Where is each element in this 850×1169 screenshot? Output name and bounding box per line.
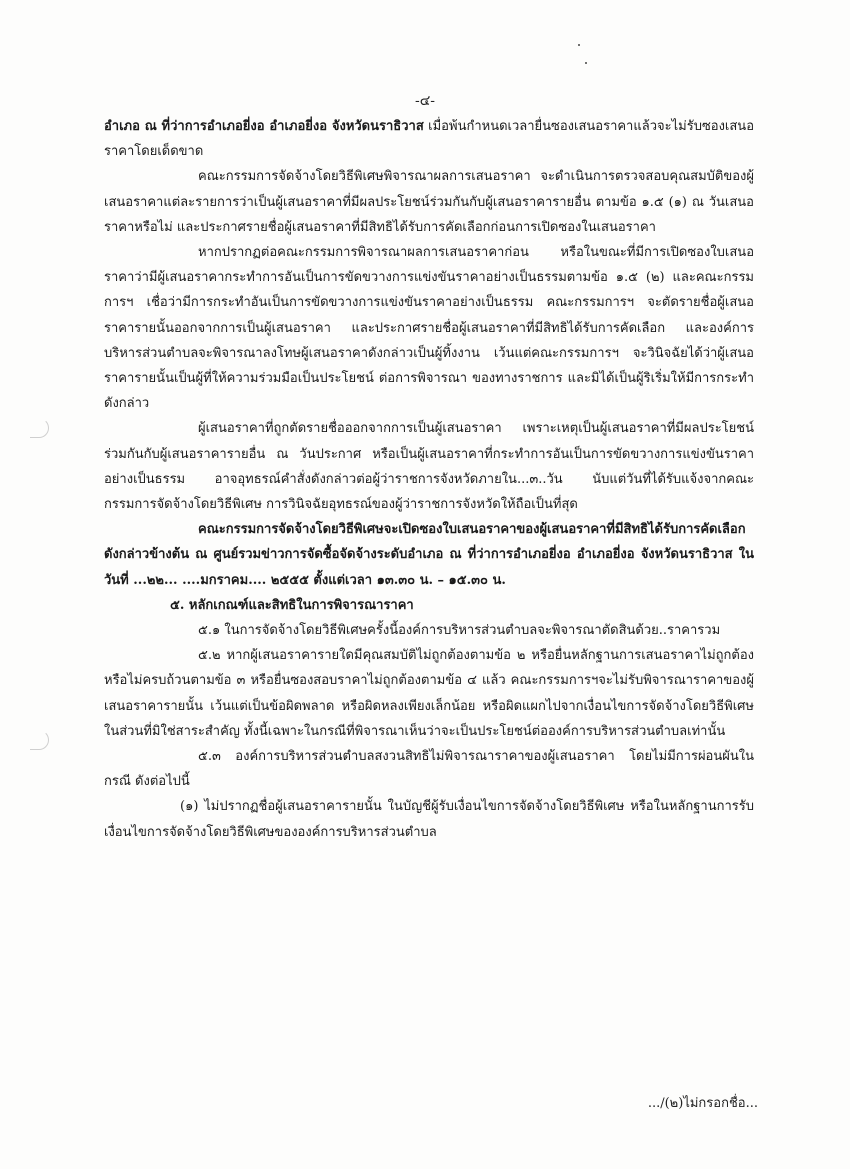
section-5-item-1: ๕.๑ ในการจัดจ้างโดยวิธีพิเศษครั้งนี้องค์การบริหารส่วนตำบลจะพิจารณาตัดสินด้วย..ราคารวม xyxy=(198,623,721,639)
paragraph-1-bold: อำเภอ ณ ที่ว่าการอำเภอยี่งอ อำเภอยี่งอ จังหวัดนราธิวาส xyxy=(104,119,424,134)
punch-hole-mark xyxy=(30,730,49,750)
paragraph-5 xyxy=(104,517,754,593)
paragraph-1-text: เมื่อพ้นกำหนดเวลายื่นซองเสนอราคาแล้วจะไม่รับซองเสนอราคาโดยเด็ดขาด xyxy=(104,119,754,160)
paragraph-5-bold: คณะกรรมการจัดจ้างโดยวิธีพิเศษจะเปิดซองใบเสนอราคาของผู้เสนอราคาที่มีสิทธิได้รับการคัดเลือกดังกล่าวข้างต้น ณ ศูนย์รวมข่าวการจัดซื้อจัดจ้างระดับอำเภอ ณ ที่ว่าการอำเภอยี่งอ อำเภอยี่งอ จังหวัดนราธิวาส ในวันที่ ...๒๒... ....มกราคม.... ๒๕๕๕ ตั้งแต่เวลา ๑๓.๓๐ น. – ๑๕.๓๐ น. xyxy=(104,522,754,588)
scan-speck xyxy=(578,44,580,46)
paragraph-1 xyxy=(104,114,754,164)
section-5-item-3: ๕.๓ องค์การบริหารส่วนตำบลสงวนสิทธิไม่พิจารณาราคาของผู้เสนอราคา โดยไม่มีการผ่อนผันในกรณี ดังต่อไปนี้ xyxy=(104,749,754,790)
section-5-item-2: ๕.๒ หากผู้เสนอราคารายใดมีคุณสมบัติไม่ถูกต้องตามข้อ ๒ หรือยื่นหลักฐานการเสนอราคาไม่ถูกต้อง หรือไม่ครบถ้วนตามข้อ ๓ หรือยื่นซองสอบราคาไม่ถูกต้องตามข้อ ๔ แล้ว คณะกรรมการฯจะไม่รับพิจารณาราคาของผู้เสนอราคารายนั้น เว้นแต่เป็นข้อผิดพลาด หรือผิดหลงเพียงเล็กน้อย หรือผิดแผกไปจากเงื่อนไขการจัดจ้างโดยวิธีพิเศษในส่วนที่มิใช่สาระสำคัญ ทั้งนี้เฉพาะในกรณีที่พิจารณาเห็นว่าจะเป็นประโยชน์ต่อองค์การบริหารส่วนตำบลเท่านั้น xyxy=(104,648,754,739)
page-number: -๔- xyxy=(414,93,436,109)
section-5-3-subitem-1: (๑) ไม่ปรากฏชื่อผู้เสนอราคารายนั้น ในบัญชีผู้รับเงื่อนไขการจัดจ้างโดยวิธีพิเศษ หรือในหลักฐานการรับเงื่อนไขการจัดจ้างโดยวิธีพิเศษขององค์การบริหารส่วนตำบล xyxy=(104,799,754,840)
continuation-note: .../(๒)ไม่กรอกชื่อ... xyxy=(647,1096,758,1111)
document-body xyxy=(104,114,754,845)
section-5-title: ๕. หลักเกณฑ์และสิทธิในการพิจารณาราคา xyxy=(170,597,414,613)
paragraph-4: ผู้เสนอราคาที่ถูกตัดรายชื่อออกจากการเป็นผู้เสนอราคา เพราะเหตุเป็นผู้เสนอราคาที่มีผลประโยชน์ร่วมกันกับผู้เสนอราคารายอื่น ณ วันประกาศ หรือเป็นผู้เสนอราคาที่กระทำการอันเป็นการขัดขวางการแข่งขันราคาอย่างเป็นธรรม อาจอุทธรณ์คำสั่งดังกล่าวต่อผู้ว่าราชการจังหวัดภายใน...๓..วัน นับแต่วันที่ได้รับแจ้งจากคณะกรรมการจัดจ้างโดยวิธีพิเศษ การวินิจฉัยอุทธรณ์ของผู้ว่าราชการจังหวัดให้ถือเป็นที่สุด xyxy=(104,421,754,513)
scan-speck xyxy=(585,62,587,64)
punch-hole-mark xyxy=(30,418,49,438)
paragraph-3: หากปรากฏต่อคณะกรรมการพิจารณาผลการเสนอราคาก่อน หรือในขณะที่มีการเปิดซองใบเสนอราคาว่ามีผู้เสนอราคากระทำการอันเป็นการขัดขวางการแข่งขันราคาอย่างเป็นธรรมตามข้อ ๑.๕ (๒) และคณะกรรมการฯ เชื่อว่ามีการกระทำอันเป็นการขัดขวางการแข่งขันราคาอย่างเป็นธรรม คณะกรรมการฯ จะตัดรายชื่อผู้เสนอราคารายนั้นออกจากการเป็นผู้เสนอราคา และประกาศรายชื่อผู้เสนอราคาที่มีสิทธิได้รับการคัดเลือก และองค์การบริหารส่วนตำบลจะพิจารณาลงโทษผู้เสนอราคาดังกล่าวเป็นผู้ทิ้งงาน เว้นแต่คณะกรรมการฯ จะวินิจฉัยได้ว่าผู้เสนอราคารายนั้นเป็นผู้ที่ให้ความร่วมมือเป็นประโยชน์ ต่อการพิจารณา ของทางราชการ และมิได้เป็นผู้ริเริ่มให้มีการกระทำดังกล่าว xyxy=(104,245,754,412)
paragraph-2: คณะกรรมการจัดจ้างโดยวิธีพิเศษพิจารณาผลการเสนอราคา จะดำเนินการตรวจสอบคุณสมบัติของผู้เสนอราคาแต่ละรายการว่าเป็นผู้เสนอราคาที่มีผลประโยชน์ร่วมกันกับผู้เสนอราคารายอื่น ตามข้อ ๑.๕ (๑) ณ วันเสนอราคาหรือไม่ และประกาศรายชื่อผู้เสนอราคาที่มีสิทธิได้รับการคัดเลือกก่อนการเปิดซองในเสนอราคา xyxy=(104,169,754,235)
